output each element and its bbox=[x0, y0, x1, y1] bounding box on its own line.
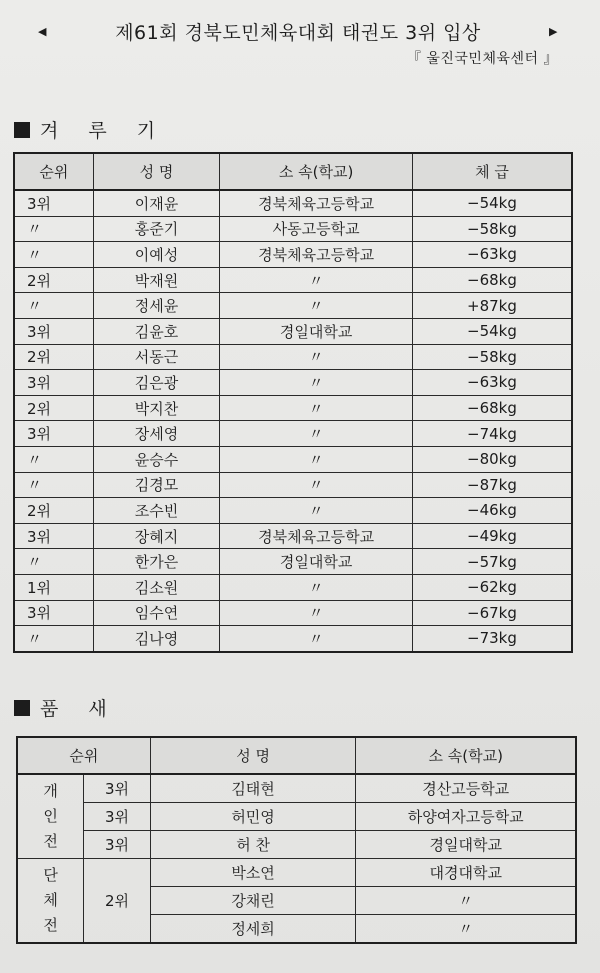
rank-cell: 〃 bbox=[14, 549, 93, 575]
rank-cell: 2위 bbox=[14, 267, 93, 293]
name-cell: 한가은 bbox=[93, 549, 220, 575]
affiliation-cell: 경북체육고등학교 bbox=[220, 190, 413, 216]
table-row bbox=[14, 190, 572, 216]
poomsae-table bbox=[16, 736, 577, 944]
col-affiliation-header: 소 속(학교) bbox=[220, 153, 413, 190]
team-label: 단 체 전 bbox=[43, 866, 58, 934]
poomsae-table-body bbox=[17, 774, 576, 943]
affiliation-cell: 경일대학교 bbox=[220, 318, 413, 344]
rank-cell: 3위 bbox=[14, 421, 93, 447]
affiliation-cell: 대경대학교 bbox=[356, 859, 576, 887]
table-row bbox=[14, 446, 572, 472]
table-row bbox=[14, 421, 572, 447]
col-rank-header: 순위 bbox=[17, 737, 150, 774]
affiliation-cell: 〃 bbox=[220, 370, 413, 396]
rank-cell: 3위 bbox=[14, 600, 93, 626]
name-cell: 조수빈 bbox=[93, 498, 220, 524]
rank-cell: 2위 bbox=[14, 395, 93, 421]
affiliation-cell: 하양여자고등학교 bbox=[356, 803, 576, 831]
affiliation-cell: 〃 bbox=[356, 887, 576, 915]
table-row bbox=[14, 472, 572, 498]
name-cell: 서동근 bbox=[93, 344, 220, 370]
rank-cell: 〃 bbox=[14, 293, 93, 319]
weight-class-cell: −62kg bbox=[412, 574, 572, 600]
rank-cell: 〃 bbox=[14, 242, 93, 268]
col-weight-header: 체 급 bbox=[412, 153, 572, 190]
left-triangle-icon: ◀ bbox=[38, 24, 47, 38]
table-row bbox=[14, 498, 572, 524]
table-row bbox=[14, 293, 572, 319]
section-kyorugi-heading bbox=[14, 116, 167, 143]
name-cell: 허 찬 bbox=[150, 831, 356, 859]
section-poomsae-heading bbox=[14, 694, 119, 721]
table-row bbox=[14, 318, 572, 344]
name-cell: 김경모 bbox=[93, 472, 220, 498]
team-group-label bbox=[17, 859, 84, 944]
rank-cell: 3위 bbox=[14, 190, 93, 216]
weight-class-cell: −63kg bbox=[412, 242, 572, 268]
name-cell: 임수연 bbox=[93, 600, 220, 626]
table-row bbox=[14, 242, 572, 268]
document-title bbox=[38, 14, 558, 48]
affiliation-cell: 사동고등학교 bbox=[220, 216, 413, 242]
weight-class-cell: −68kg bbox=[412, 395, 572, 421]
rank-cell: 2위 bbox=[14, 498, 93, 524]
table-row bbox=[14, 370, 572, 396]
weight-class-cell: +87kg bbox=[412, 293, 572, 319]
name-cell: 홍준기 bbox=[93, 216, 220, 242]
name-cell: 강채린 bbox=[150, 887, 356, 915]
affiliation-cell: 〃 bbox=[220, 267, 413, 293]
rank-cell: 3위 bbox=[14, 523, 93, 549]
black-square-icon bbox=[14, 122, 30, 138]
rank-cell: 3위 bbox=[84, 774, 150, 803]
name-cell: 이예성 bbox=[93, 242, 220, 268]
col-rank-header: 순위 bbox=[14, 153, 93, 190]
affiliation-cell: 〃 bbox=[220, 472, 413, 498]
weight-class-cell: −49kg bbox=[412, 523, 572, 549]
rank-cell: 〃 bbox=[14, 626, 93, 652]
name-cell: 윤승수 bbox=[93, 446, 220, 472]
table-row bbox=[14, 395, 572, 421]
name-cell: 김윤호 bbox=[93, 318, 220, 344]
right-triangle-icon: ▶ bbox=[549, 24, 558, 38]
name-cell: 이재윤 bbox=[93, 190, 220, 216]
affiliation-cell: 경북체육고등학교 bbox=[220, 523, 413, 549]
table-row bbox=[17, 859, 576, 887]
affiliation-cell: 〃 bbox=[220, 293, 413, 319]
weight-class-cell: −80kg bbox=[412, 446, 572, 472]
name-cell: 박지찬 bbox=[93, 395, 220, 421]
table-row bbox=[14, 574, 572, 600]
rank-cell: 〃 bbox=[14, 216, 93, 242]
table-row bbox=[14, 523, 572, 549]
affiliation-cell: 〃 bbox=[220, 344, 413, 370]
weight-class-cell: −68kg bbox=[412, 267, 572, 293]
name-cell: 박소연 bbox=[150, 859, 356, 887]
kyorugi-header-row bbox=[14, 153, 572, 190]
table-row bbox=[14, 626, 572, 652]
kyorugi-table bbox=[13, 152, 573, 653]
team-rank-cell: 2위 bbox=[84, 859, 150, 944]
affiliation-cell: 경산고등학교 bbox=[356, 774, 576, 803]
table-row bbox=[14, 267, 572, 293]
col-affiliation-header: 소 속(학교) bbox=[356, 737, 576, 774]
table-row bbox=[17, 774, 576, 803]
title-text: 제61회 경북도민체육대회 태권도 3위 입상 bbox=[115, 21, 481, 44]
affiliation-cell: 〃 bbox=[356, 915, 576, 944]
name-cell: 김태현 bbox=[150, 774, 356, 803]
weight-class-cell: −73kg bbox=[412, 626, 572, 652]
kyorugi-table-body bbox=[14, 190, 572, 652]
rank-cell: 3위 bbox=[84, 803, 150, 831]
name-cell: 허민영 bbox=[150, 803, 356, 831]
table-row bbox=[17, 803, 576, 831]
rank-cell: 〃 bbox=[14, 472, 93, 498]
affiliation-cell: 〃 bbox=[220, 498, 413, 524]
individual-group-label bbox=[17, 774, 84, 859]
weight-class-cell: −54kg bbox=[412, 190, 572, 216]
affiliation-cell: 〃 bbox=[220, 395, 413, 421]
rank-cell: 3위 bbox=[84, 831, 150, 859]
rank-cell: 3위 bbox=[14, 318, 93, 344]
venue-label: 『 울진국민체육센터 』 bbox=[406, 51, 558, 67]
weight-class-cell: −54kg bbox=[412, 318, 572, 344]
name-cell: 정세윤 bbox=[93, 293, 220, 319]
affiliation-cell: 〃 bbox=[220, 421, 413, 447]
affiliation-cell: 〃 bbox=[220, 574, 413, 600]
name-cell: 김나영 bbox=[93, 626, 220, 652]
weight-class-cell: −63kg bbox=[412, 370, 572, 396]
rank-cell: 1위 bbox=[14, 574, 93, 600]
col-name-header: 성 명 bbox=[150, 737, 356, 774]
table-row bbox=[14, 549, 572, 575]
table-row bbox=[14, 600, 572, 626]
affiliation-cell: 〃 bbox=[220, 446, 413, 472]
table-row bbox=[17, 831, 576, 859]
weight-class-cell: −74kg bbox=[412, 421, 572, 447]
affiliation-cell: 경북체육고등학교 bbox=[220, 242, 413, 268]
rank-cell: 〃 bbox=[14, 446, 93, 472]
name-cell: 김은광 bbox=[93, 370, 220, 396]
section-kyorugi-label: 겨 루 기 bbox=[40, 120, 168, 142]
affiliation-cell: 경일대학교 bbox=[220, 549, 413, 575]
table-row bbox=[14, 216, 572, 242]
col-name-header: 성 명 bbox=[93, 153, 220, 190]
section-poomsae-label: 품 새 bbox=[40, 698, 119, 720]
rank-cell: 3위 bbox=[14, 370, 93, 396]
black-square-icon bbox=[14, 700, 30, 716]
name-cell: 박재원 bbox=[93, 267, 220, 293]
name-cell: 김소원 bbox=[93, 574, 220, 600]
weight-class-cell: −87kg bbox=[412, 472, 572, 498]
name-cell: 장혜지 bbox=[93, 523, 220, 549]
weight-class-cell: −67kg bbox=[412, 600, 572, 626]
affiliation-cell: 〃 bbox=[220, 600, 413, 626]
name-cell: 장세영 bbox=[93, 421, 220, 447]
individual-label: 개 인 전 bbox=[43, 782, 58, 850]
weight-class-cell: −46kg bbox=[412, 498, 572, 524]
poomsae-header-row bbox=[17, 737, 576, 774]
rank-cell: 2위 bbox=[14, 344, 93, 370]
affiliation-cell: 경일대학교 bbox=[356, 831, 576, 859]
affiliation-cell: 〃 bbox=[220, 626, 413, 652]
weight-class-cell: −58kg bbox=[412, 344, 572, 370]
weight-class-cell: −58kg bbox=[412, 216, 572, 242]
weight-class-cell: −57kg bbox=[412, 549, 572, 575]
table-row bbox=[14, 344, 572, 370]
name-cell: 정세희 bbox=[150, 915, 356, 944]
